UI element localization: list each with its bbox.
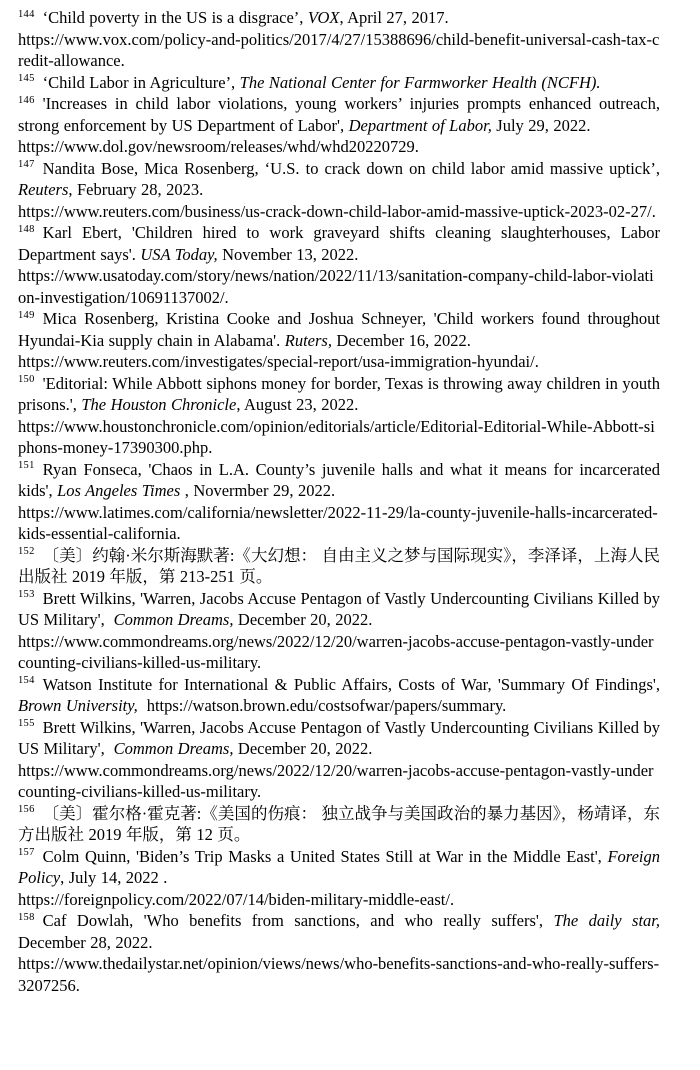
citation-text: ‘Child poverty in the US is a disgrace’,: [42, 8, 308, 27]
footnote-number: 148: [18, 223, 35, 235]
citation-text: July 29, 2022.: [491, 115, 591, 135]
citation-text: Caf Dowlah, 'Who benefits from sanctions, and who really suffers',: [42, 911, 554, 930]
footnote-158-citation: [18, 910, 660, 953]
footnote-156: [18, 803, 660, 846]
citation-text: 〔美〕约翰·米尔斯海默著:《大幻想： 自由主义之梦与国际现实》，李泽译，上海人民出版社 2019 年版，第 213-251 页。: [18, 545, 660, 586]
url-text: https://foreignpolicy.com/2022/07/14/biden-military-middle-east/.: [18, 889, 455, 909]
footnote-155: [18, 717, 660, 803]
footnote-147-citation: [18, 158, 660, 201]
source-title: Department of Labor,: [348, 115, 492, 135]
citation-text: December 28, 2022.: [18, 932, 153, 952]
footnote-number: 150: [18, 374, 35, 385]
source-title: Common Dreams,: [113, 610, 234, 629]
footnote-158-url: [18, 953, 660, 996]
source-title: Brown University,: [18, 696, 138, 715]
source-title: Foreign Policy: [18, 846, 660, 887]
footnote-150-url: [18, 416, 660, 459]
footnote-153-citation: [18, 588, 660, 631]
citation-text: https://watson.brown.edu/costsofwar/papers/summary.: [137, 696, 507, 715]
citation-text: Watson Institute for International & Public Affairs, Costs of War, 'Summary Of Findings',: [42, 674, 660, 694]
footnotes-list: [18, 7, 660, 996]
footnote-145: [18, 72, 660, 94]
url-text: https://www.commondreams.org/news/2022/12/20/warren-jacobs-accuse-pentagon-vastly-undercounting-civilians-killed-us-military.: [18, 631, 654, 672]
footnote-147-url: [18, 201, 660, 223]
url-text: https://www.reuters.com/business/us-crack-down-child-labor-amid-massive-uptick-2023-02-27/.: [18, 201, 656, 221]
footnote-156-citation: [18, 803, 660, 846]
citation-text: , April 27, 2017.: [339, 8, 449, 27]
citation-text: 'Increases in child labor violations, young workers’ injuries prompts enhanced outreach, strong enforcement by US Department of Labor',: [18, 94, 660, 135]
citation-text: December 20, 2022.: [233, 610, 373, 629]
footnote-151-url: [18, 502, 660, 545]
citation-text: November 13, 2022.: [217, 244, 359, 264]
source-title: The Houston Chronicle: [81, 395, 237, 414]
footnote-number: 157: [18, 847, 35, 858]
citation-text: Karl Ebert, 'Children hired to work graveyard shifts cleaning slaughterhouses, Labor Department says'.: [18, 223, 660, 264]
citation-text: Ryan Fonseca, 'Chaos in L.A. County’s juvenile halls and what it means for incarcerated kids',: [18, 459, 660, 500]
footnote-144-citation: [18, 7, 660, 29]
source-title: Common Dreams,: [113, 739, 234, 758]
footnote-153-url: [18, 631, 660, 674]
footnote-number: 158: [18, 911, 35, 923]
source-title: VOX: [307, 8, 340, 27]
footnote-number: 156: [18, 804, 35, 815]
footnote-number: 153: [18, 589, 35, 600]
url-text: https://www.usatoday.com/story/news/nation/2022/11/13/sanitation-company-child-labor-violation-investigation/10691137002/.: [18, 266, 654, 307]
footnote-number: 154: [18, 675, 35, 686]
citation-text: Brett Wilkins, 'Warren, Jacobs Accuse Pentagon of Vastly Undercounting Civilians Killed by US Military',: [18, 588, 660, 629]
url-text: https://www.latimes.com/california/newsletter/2022-11-29/la-county-juvenile-halls-incarcerated-kids-essential-california.: [18, 502, 658, 543]
footnote-152-citation: [18, 545, 660, 588]
citation-text: Brett Wilkins, 'Warren, Jacobs Accuse Pentagon of Vastly Undercounting Civilians Killed by US Military',: [18, 717, 660, 758]
footnote-148: [18, 222, 660, 308]
source-title: The daily star,: [553, 911, 661, 930]
url-text: https://www.reuters.com/investigates/special-report/usa-immigration-hyundai/.: [18, 352, 539, 371]
footnote-number: 155: [18, 718, 35, 729]
footnote-157-citation: [18, 846, 660, 889]
citation-text: December 20, 2022.: [233, 739, 373, 758]
url-text: https://www.vox.com/policy-and-politics/2017/4/27/15388696/child-benefit-universal-cash-tax-credit-allowance.: [18, 29, 660, 70]
footnote-number: 147: [18, 159, 35, 170]
source-title: Los Angeles Times: [57, 481, 185, 500]
url-text: https://www.commondreams.org/news/2022/12/20/warren-jacobs-accuse-pentagon-vastly-undercounting-civilians-killed-us-military.: [18, 760, 654, 801]
footnote-153: [18, 588, 660, 674]
footnote-145-citation: [18, 72, 660, 94]
source-title: The National Center for Farmworker Health (NCFH).: [239, 72, 601, 92]
citation-text: , Novermber 29, 2022.: [184, 481, 336, 500]
citation-text: Mica Rosenberg, Kristina Cooke and Joshua Schneyer, 'Child workers found throughout Hyundai-Kia supply chain in Alabama'.: [18, 309, 660, 350]
footnote-144-url: [18, 29, 660, 72]
footnote-158: [18, 910, 660, 996]
citation-text: 'Editorial: While Abbott siphons money for border, Texas is throwing away children in youth prisons.',: [18, 373, 660, 414]
footnote-149-citation: [18, 308, 660, 351]
footnote-157: [18, 846, 660, 911]
source-title: USA Today,: [140, 244, 218, 264]
footnote-number: 146: [18, 94, 35, 106]
footnote-151: [18, 459, 660, 545]
citation-text: , July 14, 2022 .: [60, 868, 168, 887]
footnote-150-citation: [18, 373, 660, 416]
footnote-155-citation: [18, 717, 660, 760]
footnote-144: [18, 7, 660, 72]
footnote-149-url: [18, 351, 660, 373]
footnote-151-citation: [18, 459, 660, 502]
footnote-146: [18, 93, 660, 158]
footnote-148-url: [18, 265, 660, 308]
footnote-155-url: [18, 760, 660, 803]
source-title: Ruters,: [284, 330, 332, 350]
source-title: Reuters: [18, 180, 69, 199]
footnote-number: 152: [18, 546, 35, 557]
footnote-154: [18, 674, 660, 717]
url-text: https://www.dol.gov/newsroom/releases/whd/whd20220729.: [18, 137, 419, 156]
citation-text: ‘Child Labor in Agriculture’,: [42, 72, 240, 92]
footnote-150: [18, 373, 660, 459]
footnote-number: 149: [18, 309, 35, 321]
citation-text: Nandita Bose, Mica Rosenberg, ‘U.S. to crack down on child labor amid massive uptick’,: [42, 158, 660, 178]
citation-text: , February 28, 2023.: [68, 180, 204, 199]
footnote-146-citation: [18, 93, 660, 136]
citation-text: 〔美〕霍尔格·霍克著:《美国的伤痕： 独立战争与美国政治的暴力基因》，杨靖译，东方出版社 2019 年版，第 12 页。: [18, 803, 660, 844]
footnote-number: 145: [18, 73, 35, 84]
footnote-146-url: [18, 136, 660, 158]
citation-text: , August 23, 2022.: [236, 395, 359, 414]
footnote-154-citation: [18, 674, 660, 717]
footnote-152: [18, 545, 660, 588]
citation-text: December 16, 2022.: [331, 330, 471, 350]
url-text: https://www.thedailystar.net/opinion/views/news/who-benefits-sanctions-and-who-really-suffers-3207256.: [18, 954, 660, 995]
footnote-number: 151: [18, 460, 35, 471]
url-text: https://www.houstonchronicle.com/opinion/editorials/article/Editorial-Editorial-While-Abbott-siphons-money-17390300.php.: [18, 416, 655, 457]
footnote-148-citation: [18, 222, 660, 265]
footnote-157-url: [18, 889, 660, 911]
footnote-number: 144: [18, 8, 35, 20]
footnote-149: [18, 308, 660, 373]
footnote-147: [18, 158, 660, 223]
citation-text: Colm Quinn, 'Biden’s Trip Masks a United States Still at War in the Middle East',: [42, 846, 608, 866]
